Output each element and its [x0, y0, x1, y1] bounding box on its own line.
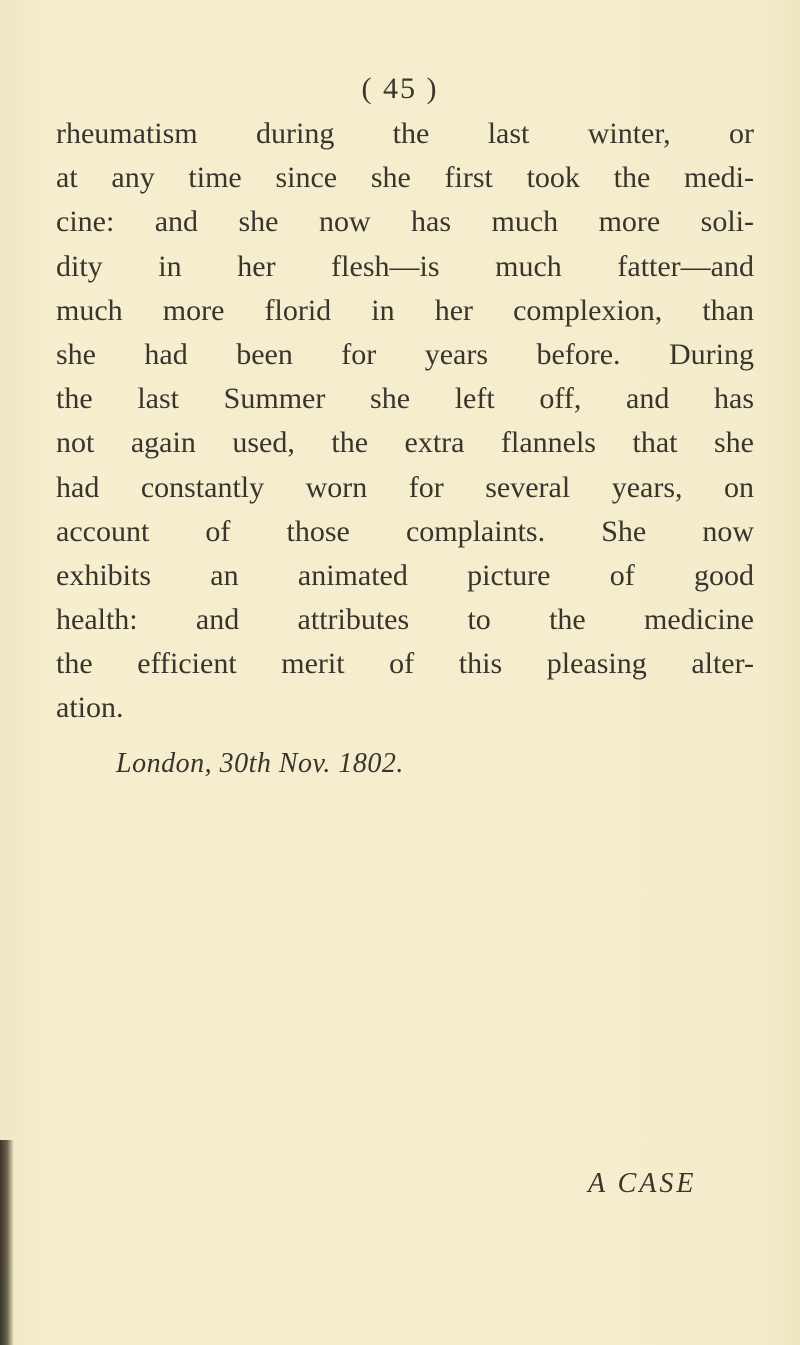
text-line: the last Summer she left off, and has	[56, 382, 754, 416]
text-line: she had been for years before. During	[56, 337, 754, 371]
catchword: A CASE	[588, 1168, 697, 1199]
text-line: the efficient merit of this pleasing alter-	[56, 647, 754, 681]
text-line: account of those complaints. She now	[56, 514, 754, 548]
text-line: exhibits an animated picture of good	[56, 558, 754, 592]
text-line: dity in her flesh—is much fatter—and	[56, 249, 754, 283]
text-line: at any time since she first took the medi-	[56, 161, 754, 195]
page-edge-shadow	[0, 1140, 14, 1345]
text-line: much more florid in her complexion, than	[56, 293, 754, 327]
text-line: health: and attributes to the medicine	[56, 603, 754, 637]
text-line: had constantly worn for several years, on	[56, 470, 754, 504]
text-line: ation.	[56, 691, 124, 725]
body-paragraph	[56, 112, 754, 731]
text-line: not again used, the extra flannels that she	[56, 426, 754, 460]
page-number: ( 45 )	[361, 72, 439, 105]
text-line: cine: and she now has much more soli-	[56, 205, 754, 239]
text-line: rheumatism during the last winter, or	[56, 117, 754, 150]
dateline: London, 30th Nov. 1802.	[116, 748, 404, 779]
